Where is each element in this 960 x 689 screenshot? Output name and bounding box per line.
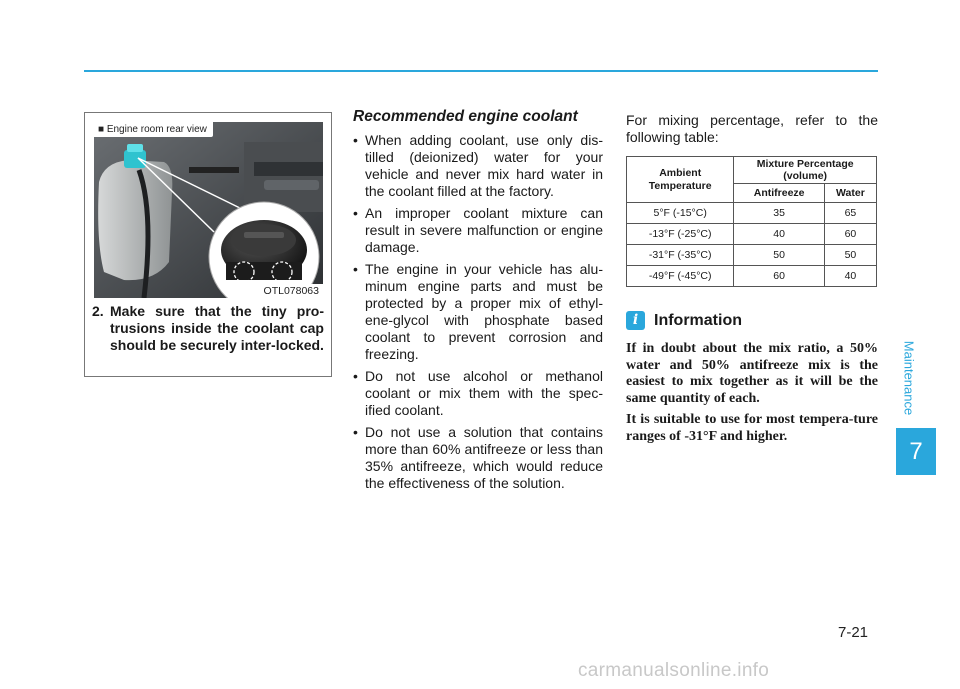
step-text: Make sure that the tiny pro-trusions inside the coolant cap should be securely inter-locked. [110, 303, 324, 353]
temp-cell: -49°F (-45°C) [627, 266, 734, 287]
info-icon: i [626, 311, 645, 330]
chapter-tab: 7 [896, 428, 936, 475]
antifreeze-cell: 40 [734, 224, 825, 245]
bullet-text: Do not use a solution that contains more than 60% antifreeze or less than 35% antifreeze, which would reduce the effectiveness of the solution. [365, 424, 603, 491]
bullet-text: Do not use alcohol or methanol coolant or mix them with the spec-ified coolant. [365, 368, 603, 418]
temp-cell: -31°F (-35°C) [627, 245, 734, 266]
page-number: 7-21 [838, 624, 869, 641]
list-item [353, 205, 603, 256]
watermark: carmanualsonline.info [578, 660, 770, 681]
bullet-icon: • [353, 368, 358, 384]
water-cell: 50 [824, 245, 876, 266]
figure-caption [92, 303, 324, 354]
mixing-section [626, 112, 878, 444]
mixture-table [626, 156, 877, 287]
bullet-text: An improper coolant mixture can result in severe malfunction or engine damage. [365, 205, 603, 255]
water-cell: 40 [824, 266, 876, 287]
information-title: Information [654, 312, 742, 329]
intro-text: For mixing percentage, refer to the following table: [626, 112, 878, 145]
bullet-icon: • [353, 205, 358, 221]
antifreeze-cell: 60 [734, 266, 825, 287]
water-cell: 60 [824, 224, 876, 245]
antifreeze-cell: 50 [734, 245, 825, 266]
coolant-section [353, 108, 603, 497]
bullet-list [353, 132, 603, 492]
section-side-label [889, 333, 929, 423]
information-body [626, 341, 878, 450]
table-row [627, 203, 877, 224]
info-paragraph: If in doubt about the mix ratio, a 50% water and 50% antifreeze mix is the easiest to mix together as it will be the same quantity of each. [626, 341, 878, 406]
top-rule [84, 70, 878, 72]
water-cell: 65 [824, 203, 876, 224]
list-item [353, 132, 603, 200]
table-row [627, 266, 877, 287]
info-paragraph: It is suitable to use for most tempera-ture ranges of -31°F and higher. [626, 412, 878, 444]
photo-code: OTL078063 [260, 284, 323, 298]
antifreeze-cell: 35 [734, 203, 825, 224]
photo-label: ■ Engine room rear view [94, 122, 213, 137]
header-antifreeze: Antifreeze [734, 184, 825, 203]
list-item [353, 368, 603, 419]
table-row [627, 245, 877, 266]
engine-illustration [94, 122, 323, 298]
figure-box [84, 112, 332, 377]
bullet-text: The engine in your vehicle has alu-minum engine parts and must be protected by a proper mix of ethyl-ene-glycol with phosphate based coolant to prevent corrosion and freezing. [365, 261, 603, 362]
table-row [627, 224, 877, 245]
header-ambient: Ambient Temperature [627, 157, 734, 203]
temp-cell: -13°F (-25°C) [627, 224, 734, 245]
section-title: Recommended engine coolant [353, 108, 578, 125]
header-mixture: Mixture Percentage (volume) [734, 157, 877, 184]
step-number: 2. [92, 303, 104, 319]
bullet-icon: • [353, 132, 358, 148]
bullet-icon: • [353, 261, 358, 277]
engine-photo [94, 122, 323, 298]
section-label-text: Maintenance [901, 340, 917, 416]
bullet-text: When adding coolant, use only dis-tilled (deionized) water for your vehicle and never mix hard water in the coolant filled at the factory. [365, 132, 603, 199]
temp-cell: 5°F (-15°C) [627, 203, 734, 224]
bullet-icon: • [353, 424, 358, 440]
header-water: Water [824, 184, 876, 203]
list-item [353, 261, 603, 363]
list-item [353, 424, 603, 492]
